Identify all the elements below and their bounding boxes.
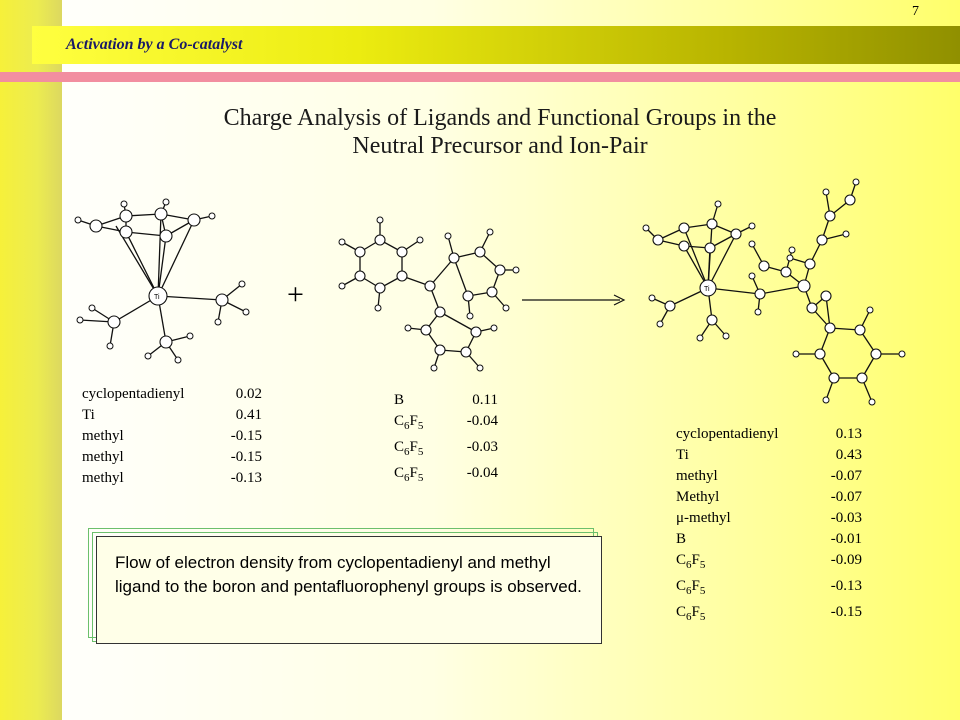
table-row bbox=[676, 576, 862, 602]
molecule-borane-image bbox=[330, 196, 520, 376]
row-value: 0.41 bbox=[235, 407, 262, 423]
molecule-ionpair-image bbox=[640, 168, 916, 416]
borane-charge-table bbox=[394, 390, 498, 489]
row-label: $C_6F_5$ bbox=[676, 578, 706, 597]
row-value: -0.04 bbox=[466, 413, 498, 429]
page-number: 7 bbox=[912, 4, 919, 19]
row-value: -0.15 bbox=[230, 428, 262, 444]
row-value: -0.13 bbox=[230, 470, 262, 486]
ionpair-charge-table bbox=[676, 424, 862, 628]
row-value: -0.07 bbox=[830, 468, 862, 484]
table-row bbox=[676, 424, 862, 445]
table-row bbox=[394, 390, 498, 411]
table-row bbox=[676, 550, 862, 576]
row-value: -0.07 bbox=[830, 489, 862, 505]
row-value: 0.43 bbox=[835, 447, 862, 463]
row-label: Ti bbox=[676, 447, 689, 463]
row-value: -0.03 bbox=[466, 439, 498, 455]
row-value: -0.15 bbox=[230, 449, 262, 465]
slide-title bbox=[120, 104, 880, 160]
table-row bbox=[676, 602, 862, 628]
ti-atom-label-ionpair: Ti bbox=[704, 286, 710, 293]
note-box bbox=[96, 536, 602, 644]
ti-atom-label: Ti bbox=[154, 294, 160, 301]
pink-divider-bar bbox=[0, 72, 960, 82]
table-row bbox=[676, 529, 862, 550]
row-value: -0.15 bbox=[830, 604, 862, 620]
plus-sign: + bbox=[287, 278, 304, 311]
row-value: -0.04 bbox=[466, 465, 498, 481]
row-label: μ-methyl bbox=[676, 510, 731, 526]
table-row bbox=[676, 487, 862, 508]
row-label: methyl bbox=[82, 449, 124, 465]
row-value: -0.09 bbox=[830, 552, 862, 568]
table-row bbox=[676, 508, 862, 529]
row-label: methyl bbox=[676, 468, 718, 484]
table-row bbox=[394, 437, 498, 463]
header-title: Activation by a Co-catalyst bbox=[66, 36, 243, 53]
row-value: 0.13 bbox=[835, 426, 862, 442]
note-text: Flow of electron density from cyclopentadienyl and methyl ligand to the boron and pentafluorophenyl groups is observed. bbox=[115, 553, 582, 596]
table-row bbox=[394, 411, 498, 437]
row-value: 0.11 bbox=[472, 392, 498, 408]
row-label: cyclopentadienyl bbox=[82, 386, 185, 402]
row-label: B bbox=[394, 392, 405, 408]
row-label: methyl bbox=[82, 428, 124, 444]
title-line-1: Charge Analysis of Ligands and Functional Groups in the bbox=[223, 105, 777, 131]
row-label: $C_6F_5$ bbox=[676, 552, 706, 571]
title-line-2: Neutral Precursor and Ion-Pair bbox=[352, 133, 648, 159]
table-row bbox=[82, 468, 262, 489]
row-label: $C_6F_5$ bbox=[394, 465, 424, 484]
table-row bbox=[82, 426, 262, 447]
row-label: B bbox=[676, 531, 687, 547]
reaction-arrow bbox=[520, 292, 628, 308]
precursor-charge-table bbox=[82, 384, 262, 489]
row-label: $C_6F_5$ bbox=[394, 439, 424, 458]
row-label: methyl bbox=[82, 470, 124, 486]
table-row bbox=[82, 405, 262, 426]
row-value: -0.01 bbox=[830, 531, 862, 547]
left-sidebar-stripe bbox=[0, 0, 62, 720]
table-row bbox=[394, 463, 498, 489]
row-label: cyclopentadienyl bbox=[676, 426, 779, 442]
row-label: $C_6F_5$ bbox=[394, 413, 424, 432]
row-label: Methyl bbox=[676, 489, 720, 505]
table-row bbox=[676, 466, 862, 487]
row-value: -0.03 bbox=[830, 510, 862, 526]
table-row bbox=[676, 445, 862, 466]
row-value: -0.13 bbox=[830, 578, 862, 594]
molecule-precursor-image bbox=[66, 196, 266, 376]
row-label: Ti bbox=[82, 407, 95, 423]
table-row bbox=[82, 384, 262, 405]
table-row bbox=[82, 447, 262, 468]
row-value: 0.02 bbox=[235, 386, 262, 402]
row-label: $C_6F_5$ bbox=[676, 604, 706, 623]
